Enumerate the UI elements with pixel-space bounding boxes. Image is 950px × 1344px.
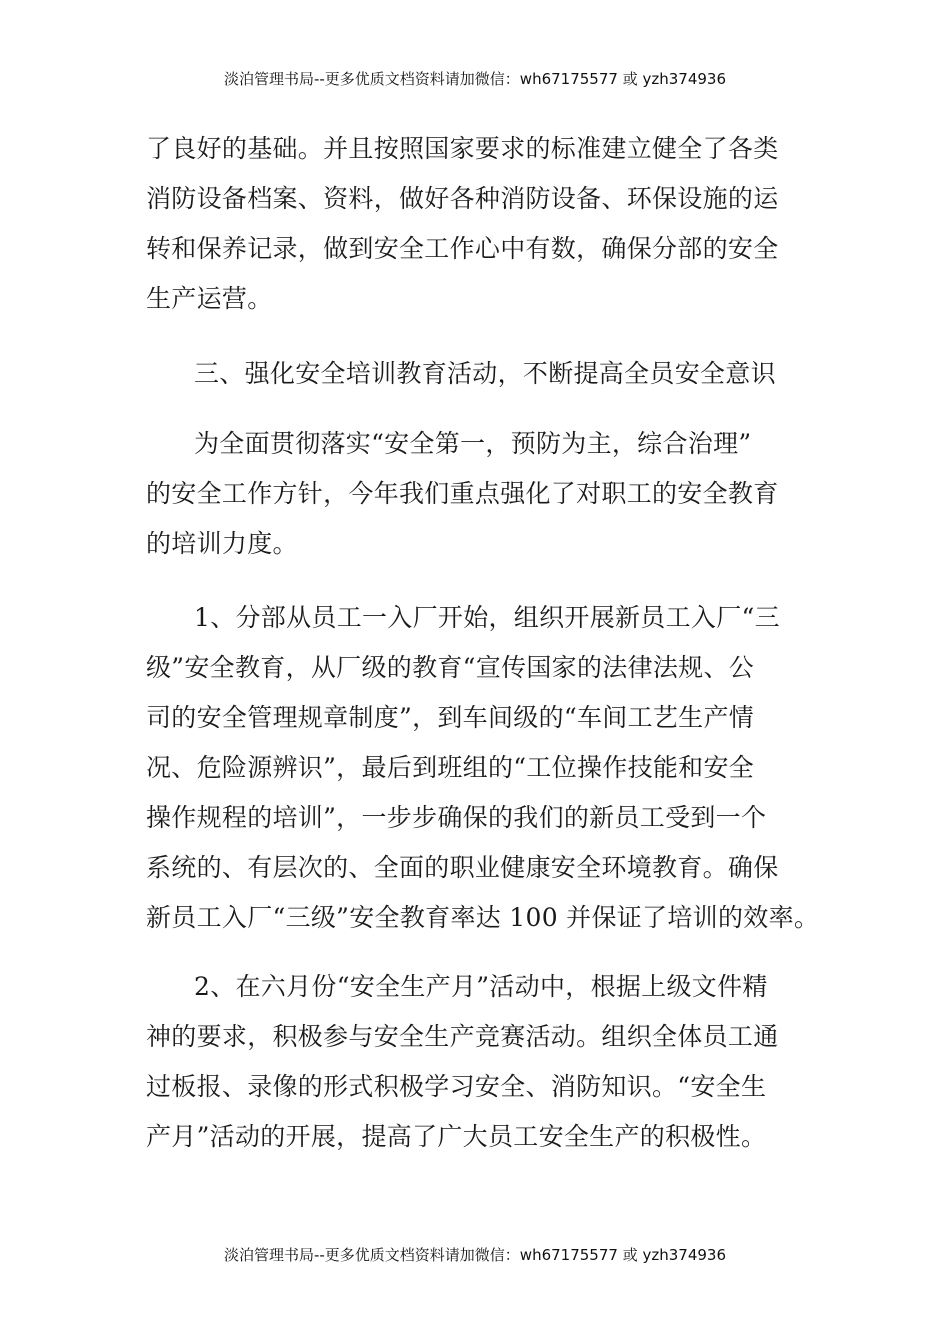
paragraph-policy <box>146 419 826 569</box>
page-footer: 淡泊管理书局--更多优质文档资料请加微信：wh67175577 或 yzh374936 <box>223 1246 726 1264</box>
text-line: 消防设备档案、资料，做好各种消防设备、环保设施的运 <box>146 184 779 213</box>
text-line: 系统的、有层次的、全面的职业健康安全环境教育。确保 <box>146 853 779 882</box>
text-line: 司的安全管理规章制度”，到车间级的“车间工艺生产情 <box>146 703 755 732</box>
text-line: 操作规程的培训”，一步步确保的我们的新员工受到一个 <box>146 803 767 832</box>
text-line: 的培训力度。 <box>146 529 298 558</box>
text-line: 2、在六月份“安全生产月”活动中，根据上级文件精 <box>194 972 768 1001</box>
text-line: 产月”活动的开展，提高了广大员工安全生产的积极性。 <box>146 1122 767 1151</box>
list-item-2 <box>146 962 826 1162</box>
text-line: 况、危险源辨识”，最后到班组的“工位操作技能和安全 <box>146 753 755 782</box>
text-line: 为全面贯彻落实“安全第一，预防为主，综合治理” <box>194 429 752 458</box>
text-line: 新员工入厂“三级”安全教育率达 100 并保证了培训的效率。 <box>146 903 820 932</box>
text-line: 1、分部从员工一入厂开始，组织开展新员工入厂“三 <box>194 603 780 632</box>
heading-text: 三、强化安全培训教育活动，不断提高全员安全意识 <box>194 359 776 388</box>
section-heading <box>194 349 874 399</box>
text-line: 的安全工作方针，今年我们重点强化了对职工的安全教育 <box>146 479 779 508</box>
text-line: 了良好的基础。并且按照国家要求的标准建立健全了各类 <box>146 134 779 163</box>
text-line: 级”安全教育，从厂级的教育“宣传国家的法律法规、公 <box>146 653 755 682</box>
text-line: 生产运营。 <box>146 284 273 313</box>
list-item-1 <box>146 593 826 943</box>
text-line: 转和保养记录，做到安全工作心中有数，确保分部的安全 <box>146 234 779 263</box>
text-line: 神的要求，积极参与安全生产竞赛活动。组织全体员工通 <box>146 1022 779 1051</box>
page-header: 淡泊管理书局--更多优质文档资料请加微信：wh67175577 或 yzh374936 <box>223 70 726 88</box>
paragraph-continuation <box>146 124 826 324</box>
text-line: 过板报、录像的形式积极学习安全、消防知识。“安全生 <box>146 1072 767 1101</box>
